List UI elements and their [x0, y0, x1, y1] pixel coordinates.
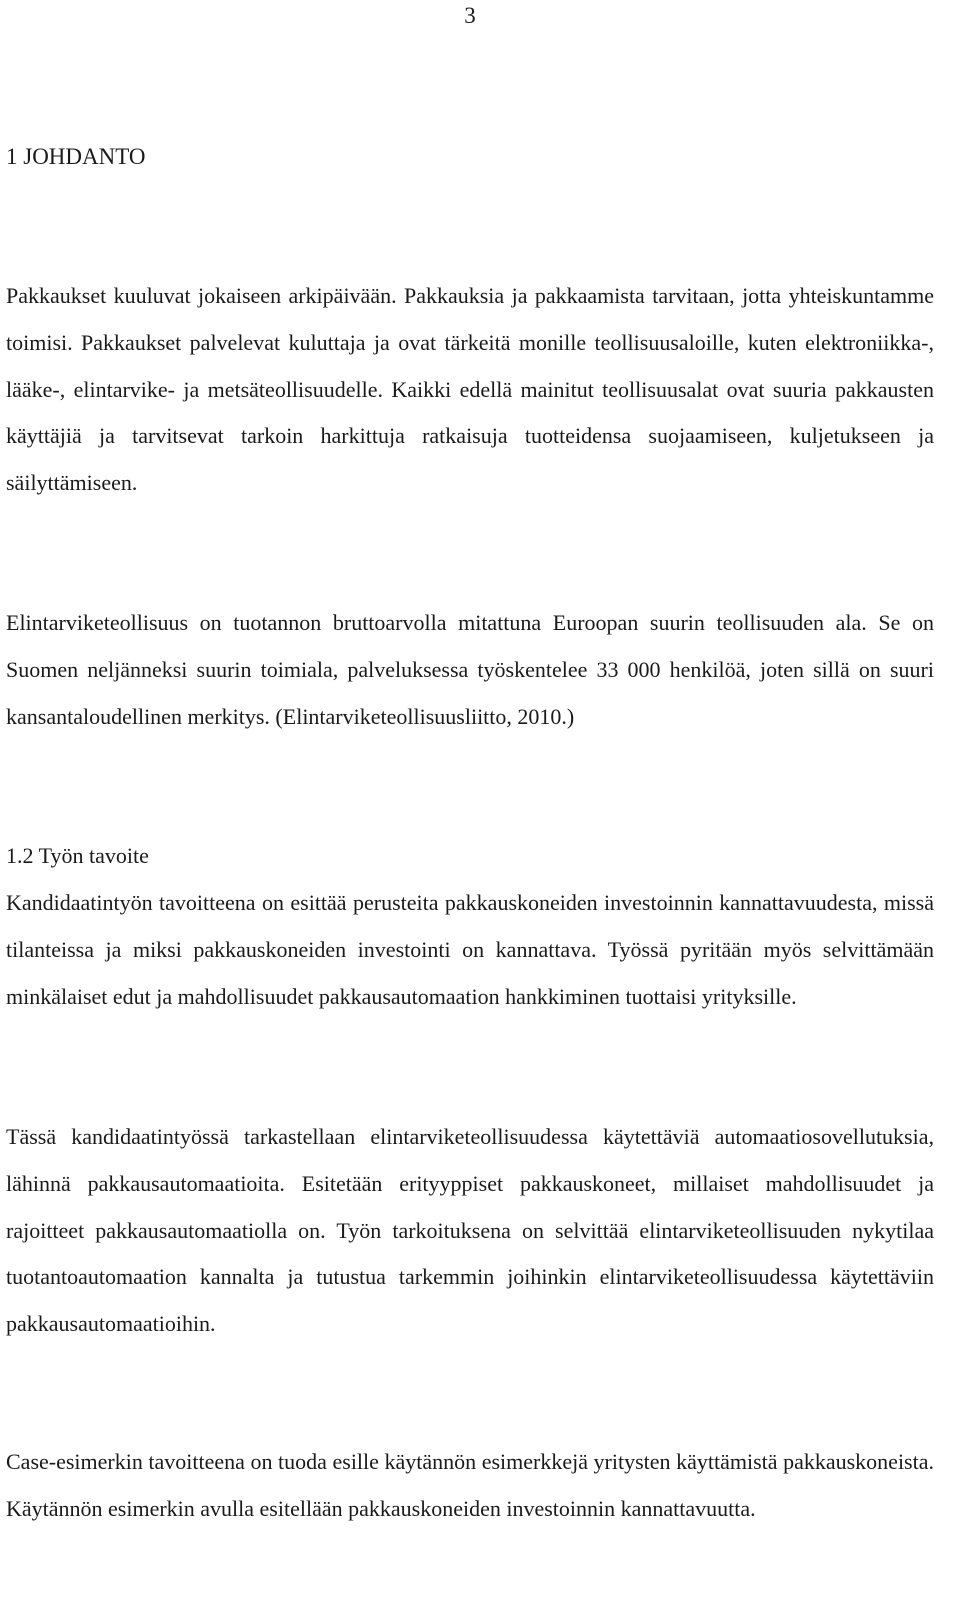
goal-paragraph-1: Kandidaatintyön tavoitteena on esittää perusteita pakkauskoneiden investoinnin kannattavuudesta, missä tilanteissa ja miksi pakkauskoneiden investointi on kannattava. Työssä pyritään myös selvittämään minkälaiset edut ja mahdollisuudet pakkausautomaation hankkiminen tuottaisi yrityksille. — [6, 890, 934, 1009]
chapter-heading: 1 JOHDANTO — [6, 144, 146, 169]
page-number: 3 — [464, 3, 476, 28]
intro-paragraph-2: Elintarviketeollisuus on tuotannon bruttoarvolla mitattuna Euroopan suurin teollisuuden ala. Se on Suomen neljänneksi suurin toimiala, palveluksessa työskentelee 33 000 henkilöä, joten sillä on suuri kansantaloudellinen merkitys. (Elintarviketeollisuusliitto, 2010.) — [6, 610, 934, 729]
intro-paragraph-1: Pakkaukset kuuluvat jokaiseen arkipäivään. Pakkauksia ja pakkaamista tarvitaan, jotta yhteiskuntamme toimisi. Pakkaukset palvelevat kuluttaja ja ovat tärkeitä monille teollisuusaloille, kuten elektroniikka-, lääke-, elintarvike- ja metsäteollisuudelle. Kaikki edellä mainitut teollisuusalat ovat suuria pakkausten käyttäjiä ja tarvitsevat tarkoin harkittuja ratkaisuja tuotteidensa suojaamiseen, kuljetukseen ja säilyttämiseen. — [6, 283, 934, 496]
goal-paragraph-2: Tässä kandidaatintyössä tarkastellaan elintarviketeollisuudessa käytettäviä automaatiosovellutuksia, lähinnä pakkausautomaatioita. Esitetään erityyppiset pakkauskoneet, millaiset mahdollisuudet ja rajoitteet pakkausautomaatiolla on. Työn tarkoituksena on selvittää elintarviketeollisuuden nykytilaa tuotantoautomaation kannalta ja tutustua tarkemmin joihinkin elintarviketeollisuudessa käytettäviin pakkausautomaatioihin. — [6, 1124, 934, 1337]
section-heading: 1.2 Työn tavoite — [6, 843, 149, 868]
goal-paragraph-3: Case-esimerkin tavoitteena on tuoda esille käytännön esimerkkejä yritysten käyttämistä pakkauskoneista. Käytännön esimerkin avulla esitellään pakkauskoneiden investoinnin kannattavuutta. — [6, 1449, 934, 1521]
